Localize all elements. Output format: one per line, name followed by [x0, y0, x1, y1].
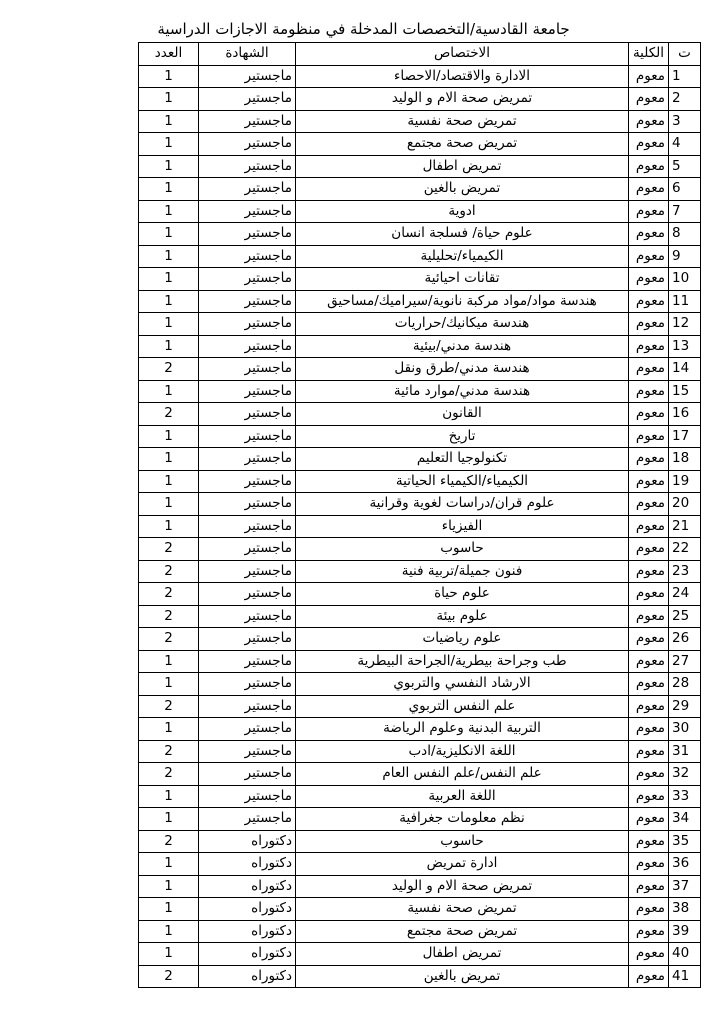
row-degree: ماجستير	[199, 628, 296, 651]
row-degree: ماجستير	[199, 133, 296, 156]
row-degree: ماجستير	[199, 763, 296, 786]
row-specialization: التربية البدنية وعلوم الرياضة	[296, 718, 629, 741]
table-row	[139, 448, 701, 471]
row-degree: ماجستير	[199, 200, 296, 223]
row-college: معوم	[629, 785, 669, 808]
row-degree: دكتوراه	[199, 830, 296, 853]
row-specialization: فنون جميلة/تربية فنية	[296, 560, 629, 583]
row-specialization: حاسوب	[296, 830, 629, 853]
page-title: جامعة القادسية/التخصصات المدخلة في منظومة الاجازات الدراسية	[157, 20, 570, 38]
row-number: 31	[669, 740, 701, 763]
table-row	[139, 943, 701, 966]
row-number: 38	[669, 898, 701, 921]
row-count: 1	[139, 875, 199, 898]
row-specialization: تمريض صحة الام و الوليد	[296, 88, 629, 111]
table-row	[139, 673, 701, 696]
row-degree: ماجستير	[199, 358, 296, 381]
row-count: 1	[139, 853, 199, 876]
table-row	[139, 133, 701, 156]
table-row	[139, 740, 701, 763]
row-specialization: الكيمياء/تحليلية	[296, 245, 629, 268]
row-count: 1	[139, 493, 199, 516]
row-college: معوم	[629, 718, 669, 741]
row-specialization: علوم رياضيات	[296, 628, 629, 651]
row-specialization: علم النفس/علم النفس العام	[296, 763, 629, 786]
row-degree: ماجستير	[199, 110, 296, 133]
row-college: معوم	[629, 898, 669, 921]
table-row	[139, 155, 701, 178]
row-college: معوم	[629, 493, 669, 516]
row-count: 1	[139, 65, 199, 88]
row-college: معوم	[629, 605, 669, 628]
row-count: 2	[139, 695, 199, 718]
row-college: معوم	[629, 88, 669, 111]
row-college: معوم	[629, 110, 669, 133]
row-count: 1	[139, 313, 199, 336]
table-row	[139, 110, 701, 133]
table-row	[139, 583, 701, 606]
row-college: معوم	[629, 695, 669, 718]
row-count: 1	[139, 920, 199, 943]
row-number: 19	[669, 470, 701, 493]
row-specialization: تاريخ	[296, 425, 629, 448]
row-specialization: تمريض اطفال	[296, 155, 629, 178]
row-college: معوم	[629, 853, 669, 876]
header-specialization: الاختصاص	[296, 43, 629, 66]
row-specialization: تمريض بالغين	[296, 965, 629, 988]
table-row	[139, 538, 701, 561]
row-college: معوم	[629, 875, 669, 898]
table-row	[139, 515, 701, 538]
table-row	[139, 380, 701, 403]
row-number: 20	[669, 493, 701, 516]
row-number: 5	[669, 155, 701, 178]
row-count: 1	[139, 650, 199, 673]
row-degree: ماجستير	[199, 268, 296, 291]
row-college: معوم	[629, 380, 669, 403]
row-college: معوم	[629, 920, 669, 943]
row-degree: ماجستير	[199, 470, 296, 493]
row-number: 34	[669, 808, 701, 831]
table-row	[139, 650, 701, 673]
row-count: 2	[139, 830, 199, 853]
header-college: الكلية	[629, 43, 669, 66]
row-number: 41	[669, 965, 701, 988]
row-count: 1	[139, 335, 199, 358]
row-specialization: هندسة ميكانيك/حراريات	[296, 313, 629, 336]
row-number: 23	[669, 560, 701, 583]
row-college: معوم	[629, 763, 669, 786]
row-count: 1	[139, 808, 199, 831]
row-degree: ماجستير	[199, 583, 296, 606]
row-degree: دكتوراه	[199, 898, 296, 921]
row-specialization: اللغة الانكليزية/ادب	[296, 740, 629, 763]
row-number: 33	[669, 785, 701, 808]
row-specialization: تقانات احيائية	[296, 268, 629, 291]
row-count: 1	[139, 470, 199, 493]
row-number: 18	[669, 448, 701, 471]
row-degree: دكتوراه	[199, 965, 296, 988]
row-college: معوم	[629, 245, 669, 268]
row-number: 15	[669, 380, 701, 403]
row-college: معوم	[629, 425, 669, 448]
row-degree: ماجستير	[199, 785, 296, 808]
row-number: 21	[669, 515, 701, 538]
table-row	[139, 290, 701, 313]
row-count: 1	[139, 515, 199, 538]
row-college: معوم	[629, 200, 669, 223]
table-row	[139, 200, 701, 223]
table-row	[139, 763, 701, 786]
row-degree: ماجستير	[199, 718, 296, 741]
table-row	[139, 88, 701, 111]
table-row	[139, 628, 701, 651]
row-count: 2	[139, 965, 199, 988]
row-degree: ماجستير	[199, 740, 296, 763]
table-row	[139, 718, 701, 741]
row-count: 2	[139, 560, 199, 583]
table-row	[139, 425, 701, 448]
table-body	[139, 65, 701, 988]
row-count: 1	[139, 718, 199, 741]
table-row	[139, 560, 701, 583]
row-number: 36	[669, 853, 701, 876]
row-number: 7	[669, 200, 701, 223]
row-specialization: ادارة تمريض	[296, 853, 629, 876]
row-count: 1	[139, 88, 199, 111]
row-count: 2	[139, 740, 199, 763]
row-specialization: تكنولوجيا التعليم	[296, 448, 629, 471]
row-college: معوم	[629, 448, 669, 471]
row-count: 1	[139, 155, 199, 178]
table-row	[139, 920, 701, 943]
row-college: معوم	[629, 830, 669, 853]
row-number: 11	[669, 290, 701, 313]
row-degree: ماجستير	[199, 493, 296, 516]
row-degree: دكتوراه	[199, 943, 296, 966]
row-college: معوم	[629, 358, 669, 381]
row-number: 39	[669, 920, 701, 943]
row-degree: دكتوراه	[199, 853, 296, 876]
row-college: معوم	[629, 65, 669, 88]
row-number: 32	[669, 763, 701, 786]
row-number: 40	[669, 943, 701, 966]
table-row	[139, 875, 701, 898]
row-number: 24	[669, 583, 701, 606]
header-degree: الشهادة	[199, 43, 296, 66]
row-count: 2	[139, 605, 199, 628]
header-count: العدد	[139, 43, 199, 66]
table-row	[139, 785, 701, 808]
row-specialization: تمريض صحة نفسية	[296, 898, 629, 921]
row-number: 2	[669, 88, 701, 111]
row-college: معوم	[629, 628, 669, 651]
row-specialization: تمريض صحة الام و الوليد	[296, 875, 629, 898]
row-number: 26	[669, 628, 701, 651]
row-specialization: تمريض صحة مجتمع	[296, 133, 629, 156]
row-number: 14	[669, 358, 701, 381]
row-count: 2	[139, 358, 199, 381]
row-count: 1	[139, 110, 199, 133]
row-count: 1	[139, 448, 199, 471]
row-count: 2	[139, 403, 199, 426]
row-count: 1	[139, 223, 199, 246]
row-college: معوم	[629, 290, 669, 313]
row-college: معوم	[629, 335, 669, 358]
row-specialization: هندسة مدني/طرق ونقل	[296, 358, 629, 381]
row-number: 9	[669, 245, 701, 268]
table-row	[139, 605, 701, 628]
row-number: 16	[669, 403, 701, 426]
row-specialization: اللغة العربية	[296, 785, 629, 808]
row-count: 1	[139, 133, 199, 156]
row-number: 1	[669, 65, 701, 88]
row-degree: ماجستير	[199, 313, 296, 336]
table-row	[139, 853, 701, 876]
table-row	[139, 65, 701, 88]
row-specialization: تمريض صحة نفسية	[296, 110, 629, 133]
row-number: 8	[669, 223, 701, 246]
row-count: 1	[139, 673, 199, 696]
row-college: معوم	[629, 943, 669, 966]
row-degree: ماجستير	[199, 808, 296, 831]
row-count: 1	[139, 200, 199, 223]
row-college: معوم	[629, 178, 669, 201]
row-count: 1	[139, 943, 199, 966]
table-header-row	[139, 43, 701, 66]
row-college: معوم	[629, 155, 669, 178]
row-count: 1	[139, 268, 199, 291]
table-row	[139, 493, 701, 516]
table-row	[139, 313, 701, 336]
header-num: ت	[669, 43, 701, 66]
row-specialization: الارشاد النفسي والتربوي	[296, 673, 629, 696]
row-specialization: هندسة مدني/موارد مائية	[296, 380, 629, 403]
row-specialization: الادارة والاقتصاد/الاحصاء	[296, 65, 629, 88]
row-college: معوم	[629, 133, 669, 156]
row-count: 1	[139, 245, 199, 268]
row-degree: ماجستير	[199, 65, 296, 88]
row-college: معوم	[629, 515, 669, 538]
table-row	[139, 245, 701, 268]
row-specialization: علوم بيئة	[296, 605, 629, 628]
specializations-table	[138, 42, 701, 988]
row-specialization: علوم حياة	[296, 583, 629, 606]
row-degree: ماجستير	[199, 380, 296, 403]
row-number: 27	[669, 650, 701, 673]
row-degree: ماجستير	[199, 245, 296, 268]
row-degree: ماجستير	[199, 538, 296, 561]
row-count: 2	[139, 763, 199, 786]
table-row	[139, 830, 701, 853]
row-number: 12	[669, 313, 701, 336]
row-college: معوم	[629, 650, 669, 673]
table-row	[139, 403, 701, 426]
row-specialization: ادوية	[296, 200, 629, 223]
row-degree: ماجستير	[199, 335, 296, 358]
row-specialization: تمريض اطفال	[296, 943, 629, 966]
row-number: 29	[669, 695, 701, 718]
table-row	[139, 898, 701, 921]
row-degree: ماجستير	[199, 515, 296, 538]
row-number: 35	[669, 830, 701, 853]
row-specialization: الكيمياء/الكيمياء الحياتية	[296, 470, 629, 493]
row-degree: دكتوراه	[199, 875, 296, 898]
row-degree: ماجستير	[199, 673, 296, 696]
row-specialization: علوم حياة/ فسلجة انسان	[296, 223, 629, 246]
row-count: 2	[139, 628, 199, 651]
row-number: 28	[669, 673, 701, 696]
row-count: 1	[139, 785, 199, 808]
row-college: معوم	[629, 223, 669, 246]
row-number: 17	[669, 425, 701, 448]
row-count: 1	[139, 290, 199, 313]
row-specialization: نظم معلومات جغرافية	[296, 808, 629, 831]
row-number: 4	[669, 133, 701, 156]
row-college: معوم	[629, 808, 669, 831]
row-degree: ماجستير	[199, 290, 296, 313]
row-count: 1	[139, 425, 199, 448]
row-count: 1	[139, 178, 199, 201]
row-degree: ماجستير	[199, 448, 296, 471]
row-specialization: علوم قران/دراسات لغوية وقرانية	[296, 493, 629, 516]
row-college: معوم	[629, 538, 669, 561]
table-row	[139, 808, 701, 831]
row-specialization: حاسوب	[296, 538, 629, 561]
row-specialization: هندسة مواد/مواد مركبة نانوية/سيراميك/مساحيق	[296, 290, 629, 313]
row-college: معوم	[629, 313, 669, 336]
row-degree: ماجستير	[199, 155, 296, 178]
row-specialization: هندسة مدني/بيئية	[296, 335, 629, 358]
row-college: معوم	[629, 268, 669, 291]
row-degree: ماجستير	[199, 560, 296, 583]
row-specialization: تمريض بالغين	[296, 178, 629, 201]
row-number: 10	[669, 268, 701, 291]
row-specialization: طب وجراحة بيطرية/الجراحة البيطرية	[296, 650, 629, 673]
row-count: 1	[139, 898, 199, 921]
row-number: 30	[669, 718, 701, 741]
row-college: معوم	[629, 740, 669, 763]
table-row	[139, 335, 701, 358]
row-degree: دكتوراه	[199, 920, 296, 943]
row-degree: ماجستير	[199, 425, 296, 448]
row-specialization: تمريض صحة مجتمع	[296, 920, 629, 943]
row-count: 1	[139, 380, 199, 403]
table-row	[139, 695, 701, 718]
table-row	[139, 965, 701, 988]
row-college: معوم	[629, 965, 669, 988]
table-row	[139, 178, 701, 201]
row-degree: ماجستير	[199, 695, 296, 718]
row-college: معوم	[629, 560, 669, 583]
row-number: 6	[669, 178, 701, 201]
row-degree: ماجستير	[199, 650, 296, 673]
row-degree: ماجستير	[199, 605, 296, 628]
row-number: 3	[669, 110, 701, 133]
table-row	[139, 223, 701, 246]
row-number: 22	[669, 538, 701, 561]
table-row	[139, 268, 701, 291]
row-degree: ماجستير	[199, 178, 296, 201]
row-degree: ماجستير	[199, 403, 296, 426]
row-specialization: الفيزياء	[296, 515, 629, 538]
table-row	[139, 358, 701, 381]
row-count: 2	[139, 538, 199, 561]
row-college: معوم	[629, 403, 669, 426]
row-college: معوم	[629, 673, 669, 696]
row-college: معوم	[629, 583, 669, 606]
row-number: 13	[669, 335, 701, 358]
row-degree: ماجستير	[199, 223, 296, 246]
row-number: 37	[669, 875, 701, 898]
table-row	[139, 470, 701, 493]
row-college: معوم	[629, 470, 669, 493]
row-count: 2	[139, 583, 199, 606]
row-specialization: القانون	[296, 403, 629, 426]
row-specialization: علم النفس التربوي	[296, 695, 629, 718]
row-degree: ماجستير	[199, 88, 296, 111]
row-number: 25	[669, 605, 701, 628]
